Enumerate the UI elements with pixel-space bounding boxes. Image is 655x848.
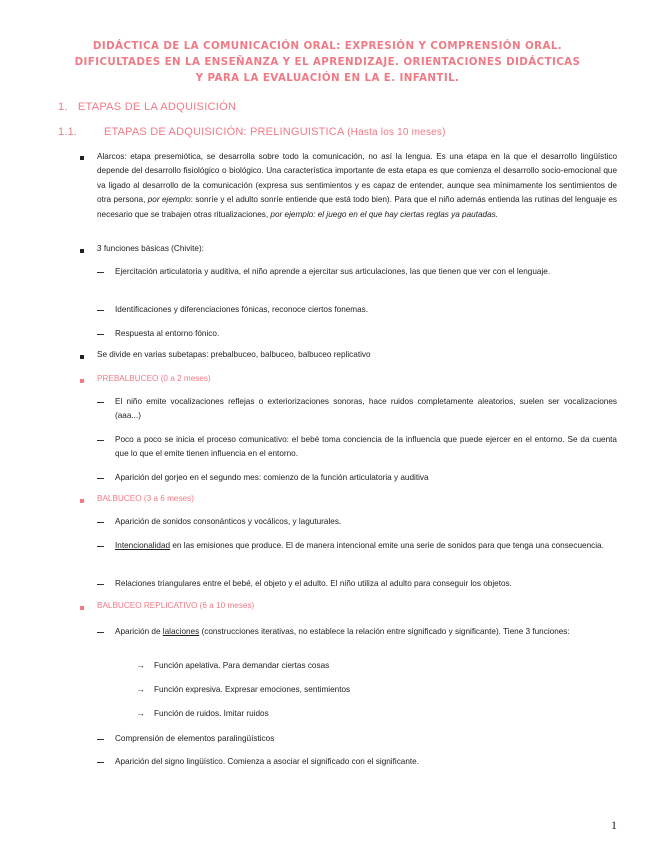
alarcos-paragraph [97, 150, 617, 222]
bullet-square-icon [80, 606, 84, 610]
funciones-item: Ejercitación articulatoria y auditiva, el niño aprende a ejercitar sus articulaciones, las que tienen que ver con el lenguaje. [115, 267, 551, 276]
lalaciones-term: lalaciones [162, 627, 200, 636]
replicativo-text-a: Aparición de [115, 627, 163, 636]
subsection-title: ETAPAS DE ADQUISICIÓN: PRELINGUISTICA [104, 126, 344, 138]
replicativo-item: Aparición del signo lingüístico. Comienza a asociar el significado con el significante. [115, 757, 420, 766]
prebalbuceo-item: El niño emite vocalizaciones reflejas o exteriorizaciones sonoras, hace ruidos completamente aleatorios, suelen ser vocalizaciones (aaa...) [115, 397, 617, 421]
replicativo-text-b: (construcciones iterativas, no establece la relación entre significado y significante). Tiene 3 funciones: [199, 627, 570, 636]
dash-bullet-icon [97, 334, 104, 335]
funcion-item: Función expresiva. Expresar emociones, sentimientos [154, 685, 351, 694]
alarcos-italic-2: por ejemplo: el juego en el que hay ciertas reglas ya pautadas. [270, 209, 498, 219]
alarcos-text-2: : sonríe y el adulto sonríe entiende que está todo bien). Para que el niño además entienda las rutinas del lenguaje es necesario que se trabajen otras ritualizaciones, [97, 195, 618, 219]
balbuceo-heading: BALBUCEO (3 a 6 meses) [97, 494, 194, 503]
dash-bullet-icon [97, 272, 104, 273]
balbuceo-item: Aparición de sonidos consonánticos y vocálicos, y laguturales. [115, 517, 342, 526]
dash-bullet-icon [97, 632, 104, 633]
replicativo-item: Comprensión de elementos paralingüísticos [115, 734, 275, 743]
subsection-hint: (Hasta los 10 meses) [347, 127, 446, 138]
document-title [30, 38, 625, 86]
funcion-item: Función de ruidos. Imitar ruidos [154, 709, 269, 718]
title-line-1: DIDÁCTICA DE LA COMUNICACIÓN ORAL: EXPRESIÓN Y COMPRENSIÓN ORAL. [92, 40, 563, 52]
funciones-item: Identificaciones y diferenciaciones fónicas, reconoce ciertos fonemas. [115, 305, 369, 314]
section-number: 1. [58, 101, 68, 113]
funciones-heading: 3 funciones básicas (Chivite): [97, 244, 204, 253]
prebalbuceo-heading: PREBALBUCEO (0 a 2 meses) [97, 374, 211, 383]
dash-bullet-icon [97, 762, 104, 763]
dash-bullet-icon [97, 739, 104, 740]
balbuceo-item: Relaciones triangulares entre el bebé, el objeto y el adulto. El niño utiliza al adulto para conseguir los objetos. [115, 579, 512, 588]
bullet-square-icon [80, 499, 84, 503]
title-line-3: Y PARA LA EVALUACIÓN EN LA E. INFANTIL. [195, 72, 460, 84]
replicativo-heading: BALBUCEO REPLICATIVO (6 a 10 meses) [97, 601, 255, 610]
intencionalidad-term: Intencionalidad [115, 541, 171, 550]
section-heading-1-1 [58, 126, 446, 138]
dash-bullet-icon [97, 440, 104, 441]
title-line-2: DIFICULTADES EN LA ENSEÑANZA Y EL APRENDIZAJE. ORIENTACIONES DIDÁCTICAS [74, 56, 581, 68]
alarcos-italic-1: por ejemplo [147, 195, 191, 205]
dash-bullet-icon [97, 402, 104, 403]
dash-bullet-icon [97, 522, 104, 523]
subetapas-text: Se divide en varias subetapas: prebalbuceo, balbuceo, balbuceo replicativo [97, 350, 371, 359]
prebalbuceo-item: Poco a poco se inicia el proceso comunicativo: el bebé toma conciencia de la influencia que puede ejercer en el entorno. Se da cuenta que lo que el emite tienen influencia en el entorno. [115, 435, 617, 459]
bullet-square-icon [80, 379, 84, 383]
replicativo-item [115, 625, 617, 639]
bullet-square-icon [80, 156, 84, 160]
section-title: ETAPAS DE LA ADQUISICIÓN [77, 101, 237, 113]
bullet-square-icon [80, 355, 84, 359]
arrow-right-icon: → [136, 684, 145, 694]
dash-bullet-icon [97, 546, 104, 547]
arrow-right-icon: → [136, 708, 145, 718]
page-number: 1 [611, 818, 617, 832]
balbuceo-item [115, 539, 617, 553]
dash-bullet-icon [97, 310, 104, 311]
dash-bullet-icon [97, 478, 104, 479]
funcion-item: Función apelativa. Para demandar ciertas cosas [154, 661, 330, 670]
section-heading-1 [58, 101, 236, 113]
arrow-right-icon: → [136, 660, 145, 670]
subsection-number: 1.1. [58, 126, 78, 138]
balbuceo-item-text: en las emisiones que produce. El de manera intencional emite una serie de sonidos para que tenga una consecuencia. [170, 541, 604, 550]
dash-bullet-icon [97, 584, 104, 585]
bullet-square-icon [80, 249, 84, 253]
prebalbuceo-item: Aparición del gorjeo en el segundo mes: comienzo de la función articulatoria y auditiva [115, 473, 429, 482]
funciones-item: Respuesta al entorno fónico. [115, 329, 220, 338]
alarcos-text-1: Alarcos: etapa presemiótica, se desarrolla sobre todo la comunicación, no así la lengua. Es una etapa en la que el desarrollo lingüístico depende del desarrollo fisiológico o biológico. Una característica importante de esta etapa es que comienza el desarrollo socio-emocional que va ligado al desarrollo de la comunicación (expresa sus sentimientos y es capaz de entender, aunque sea mínimamente los sentimientos de otra persona, [97, 152, 617, 205]
